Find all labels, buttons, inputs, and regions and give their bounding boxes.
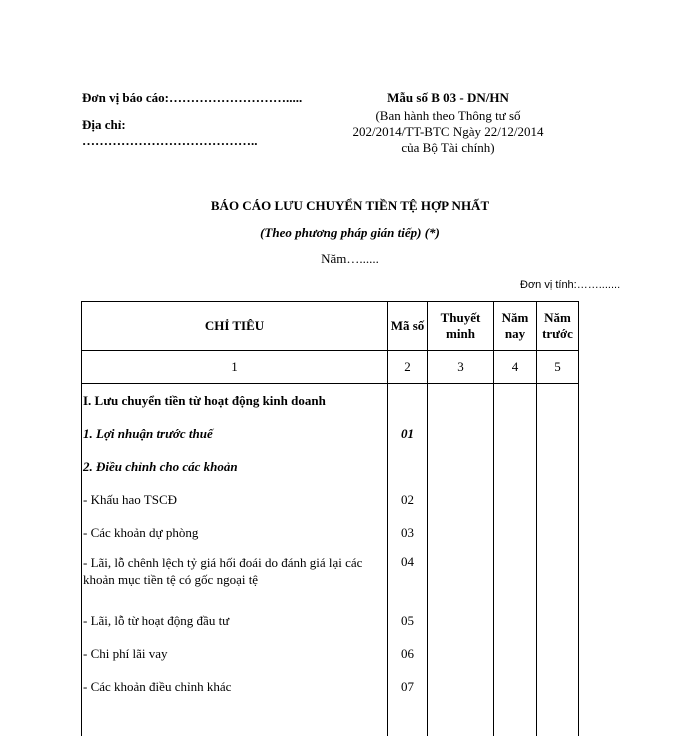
row-label: - Lãi, lỗ từ hoạt động đầu tư — [82, 604, 388, 637]
report-subtitle: (Theo phương pháp gián tiếp) (*) — [260, 225, 440, 240]
unit-of-measure: Đơn vị tính:……....... — [520, 279, 621, 291]
row-label: - Các khoản dự phòng — [82, 516, 388, 549]
col-number-2: 2 — [388, 351, 428, 384]
col-header-last-year: Năm trước — [537, 302, 579, 351]
row-code: 04 — [388, 549, 428, 604]
form-code: Mẫu số B 03 - DN/HN — [387, 90, 509, 105]
row-code: 06 — [388, 637, 428, 670]
row-code — [388, 384, 428, 418]
row-label: 2. Điều chỉnh cho các khoản — [82, 450, 388, 483]
row-label: - Chi phí lãi vay — [82, 637, 388, 670]
col-header-indicator: CHỈ TIÊU — [82, 302, 388, 351]
address-label: Địa chỉ: — [82, 117, 126, 132]
table-row — [82, 450, 579, 483]
table-row — [82, 604, 579, 637]
col-header-note: Thuyết minh — [428, 302, 494, 351]
report-title: BÁO CÁO LƯU CHUYỂN TIỀN TỆ HỢP NHẤT — [210, 198, 490, 213]
col-header-code: Mã số — [388, 302, 428, 351]
issued-line-1: (Ban hành theo Thông tư số — [375, 108, 521, 123]
report-year: Năm…...... — [321, 251, 379, 266]
table-row — [82, 670, 579, 703]
row-code: 03 — [388, 516, 428, 549]
col-header-this-year: Năm nay — [494, 302, 537, 351]
table-row — [82, 384, 579, 418]
issued-line-3: của Bộ Tài chính) — [401, 140, 495, 155]
form-code-block — [330, 90, 566, 156]
row-label: - Khấu hao TSCĐ — [82, 483, 388, 516]
row-code: 02 — [388, 483, 428, 516]
row-code — [388, 450, 428, 483]
row-label: 1. Lợi nhuận trước thuế — [82, 417, 388, 450]
column-number-row — [82, 351, 579, 384]
reporting-unit-label: Đơn vị báo cáo:………………………..... — [82, 90, 303, 105]
address-dots: ………………………………….. — [82, 133, 258, 148]
table-row — [82, 703, 579, 736]
col-number-5: 5 — [537, 351, 579, 384]
col-number-4: 4 — [494, 351, 537, 384]
row-label: - Lãi, lỗ chênh lệch tỷ giá hối đoái do đánh giá lại các khoản mục tiền tệ có gốc ngoại tệ — [82, 549, 388, 604]
table-row — [82, 417, 579, 450]
cash-flow-table — [81, 301, 579, 736]
table-row — [82, 483, 579, 516]
issued-line-2: 202/2014/TT-BTC Ngày 22/12/2014 — [352, 124, 544, 139]
table-row — [82, 549, 579, 604]
row-code: 05 — [388, 604, 428, 637]
table-header-row — [82, 302, 579, 351]
table-row — [82, 516, 579, 549]
row-label: - Các khoản điều chỉnh khác — [82, 670, 388, 703]
row-code: 01 — [388, 417, 428, 450]
col-number-1: 1 — [82, 351, 388, 384]
table-row — [82, 637, 579, 670]
row-label: I. Lưu chuyển tiền từ hoạt động kinh doanh — [82, 384, 388, 418]
row-code: 07 — [388, 670, 428, 703]
col-number-3: 3 — [428, 351, 494, 384]
